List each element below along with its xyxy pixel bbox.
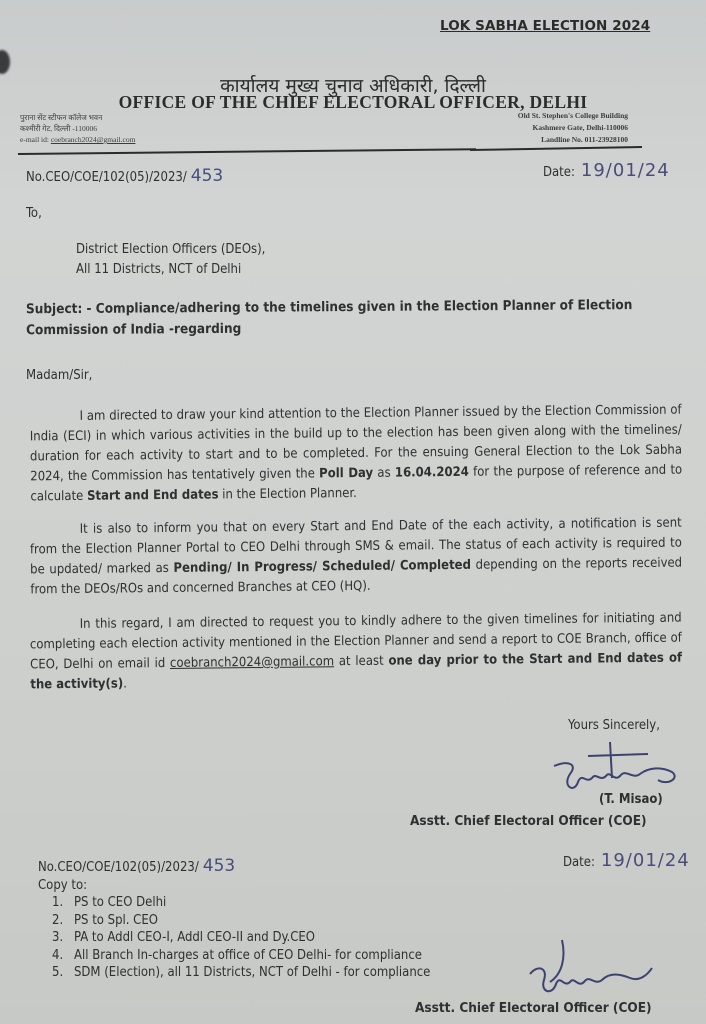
paragraph-text: for the purpose of reference and to calculate: [30, 462, 683, 505]
copy-to-item: [52, 894, 430, 912]
paragraph-text: .: [123, 676, 127, 692]
signer-name: (T. Misao): [599, 792, 663, 807]
start-end-dates-label: Start and End dates: [86, 487, 219, 504]
status-values: Pending/ In Progress/ Scheduled/ Completed: [173, 557, 472, 576]
paragraph-text: in the Election Planner.: [218, 485, 357, 503]
letter-date: [543, 160, 670, 181]
copy-to-list: [52, 894, 430, 982]
paragraph-text: at least: [334, 653, 389, 670]
signer-designation: Asstt. Chief Electoral Officer (COE): [410, 813, 647, 829]
body-email-link[interactable]: coebranch2024@gmail.com: [169, 654, 335, 671]
item-number: 1.: [52, 895, 64, 910]
reference-prefix: No.CEO/COE/102(05)/2023/: [38, 860, 199, 875]
reference-prefix: No.CEO/COE/102(05)/2023/: [26, 170, 187, 185]
salutation: Madam/Sir,: [26, 368, 93, 383]
address-left: [20, 112, 135, 145]
paragraph-text: I am directed to draw your kind attention to the Election Planner issued by the Election Commission of India (ECI) in which various activities in the build up to the election has been given along with the timelines/ duration for each activity to start and to be completed. For the ensuing General Election to the Lok Sabha 2024, the Commission has tentatively given the: [29, 402, 683, 485]
copy-to-item: [52, 964, 430, 982]
header-divider: [18, 148, 476, 155]
body-paragraph-1: [29, 401, 682, 508]
election-tag: LOK SABHA ELECTION 2024: [440, 18, 651, 34]
signature-image: [520, 938, 660, 1002]
office-title-hindi: कार्यालय मुख्य चुनाव अधिकारी, दिल्ली: [220, 75, 486, 97]
body-paragraph-3: [30, 609, 683, 696]
date-label: Date:: [543, 165, 575, 180]
copy-reference-number: [38, 856, 235, 876]
paragraph-text: depending on the reports received from the DEOs/ROs and concerned Branches at CEO (HQ).: [30, 555, 683, 598]
to-label: To,: [26, 206, 42, 221]
body-paragraph-2: [30, 514, 683, 601]
copy-to-item: [52, 929, 430, 947]
copy-to-item: [52, 947, 430, 965]
address-left-line: कश्मीरी गेट, दिल्ली -110006: [20, 124, 97, 133]
addressee-line: All 11 Districts, NCT of Delhi: [76, 262, 242, 277]
reference-handwritten-number: 453: [202, 856, 236, 876]
poll-day-label: Poll Day: [319, 465, 374, 482]
date-handwritten-value: 19/01/24: [600, 850, 690, 871]
reference-number: [26, 166, 223, 186]
date-label: Date:: [563, 855, 595, 870]
item-text: PA to Addl CEO-I, Addl CEO-II and Dy.CEO: [74, 930, 315, 945]
email-line: [20, 134, 135, 145]
header-divider: [470, 146, 642, 151]
reference-handwritten-number: 453: [190, 166, 224, 186]
subject-line: Subject: - Compliance/adhering to the timelines given in the Election Planner of Election Commission of India -regarding: [25, 297, 633, 339]
addressee-line: District Election Officers (DEOs),: [76, 242, 266, 257]
copy-date: [563, 850, 690, 871]
poll-date: 16.04.2024: [394, 464, 469, 481]
paragraph-text: It is also to inform you that on every Start and End Date of the each activity, a notification is sent from the Election Planner Portal to CEO Delhi through SMS & email. The status of each activity is required to be updated/ marked as: [29, 515, 682, 578]
item-text: PS to CEO Delhi: [74, 895, 167, 910]
address-right-line: Old St. Stephen's College Building: [517, 111, 628, 120]
copy-to-item: [52, 912, 430, 930]
copy-signer-designation: Asstt. Chief Electoral Officer (COE): [415, 1000, 652, 1016]
address-right-line: Kashmere Gate, Delhi-110006: [532, 123, 628, 132]
office-title-english: OFFICE OF THE CHIEF ELECTORAL OFFICER, DELHI: [118, 92, 588, 112]
item-number: 2.: [52, 912, 64, 928]
header-email-link[interactable]: coebranch2024@gmail.com: [50, 135, 136, 144]
address-right-line: Landline No. 011-23928100: [541, 135, 628, 144]
address-left-line: पुराना सेंट स्टीफन कॉलेज भवन: [20, 113, 103, 122]
closing: Yours Sincerely,: [568, 718, 660, 733]
email-label: e-mail id:: [20, 135, 49, 144]
copy-to-label: Copy to:: [38, 878, 88, 893]
paragraph-text: In this regard, I am directed to request you to kindly adhere to the given timelines for initiating and completing each election activity mentioned in the Election Planner and send a report to COE Branch, office of CEO, Delhi on email id: [29, 610, 682, 673]
item-text: PS to Spl. CEO: [74, 912, 158, 928]
paragraph-text: as: [373, 465, 395, 481]
punch-hole: [0, 50, 10, 74]
item-text: All Branch In-charges at office of CEO Delhi- for compliance: [74, 947, 422, 963]
item-text: SDM (Election), all 11 Districts, NCT of Delhi - for compliance: [74, 965, 431, 980]
deadline-emphasis: one day prior to the Start and End dates of the activity(s): [30, 650, 683, 693]
item-number: 5.: [52, 965, 64, 980]
date-handwritten-value: 19/01/24: [580, 160, 670, 181]
addressee: [76, 240, 265, 280]
address-right: [518, 110, 628, 146]
item-number: 4.: [52, 947, 64, 963]
item-number: 3.: [52, 930, 64, 945]
